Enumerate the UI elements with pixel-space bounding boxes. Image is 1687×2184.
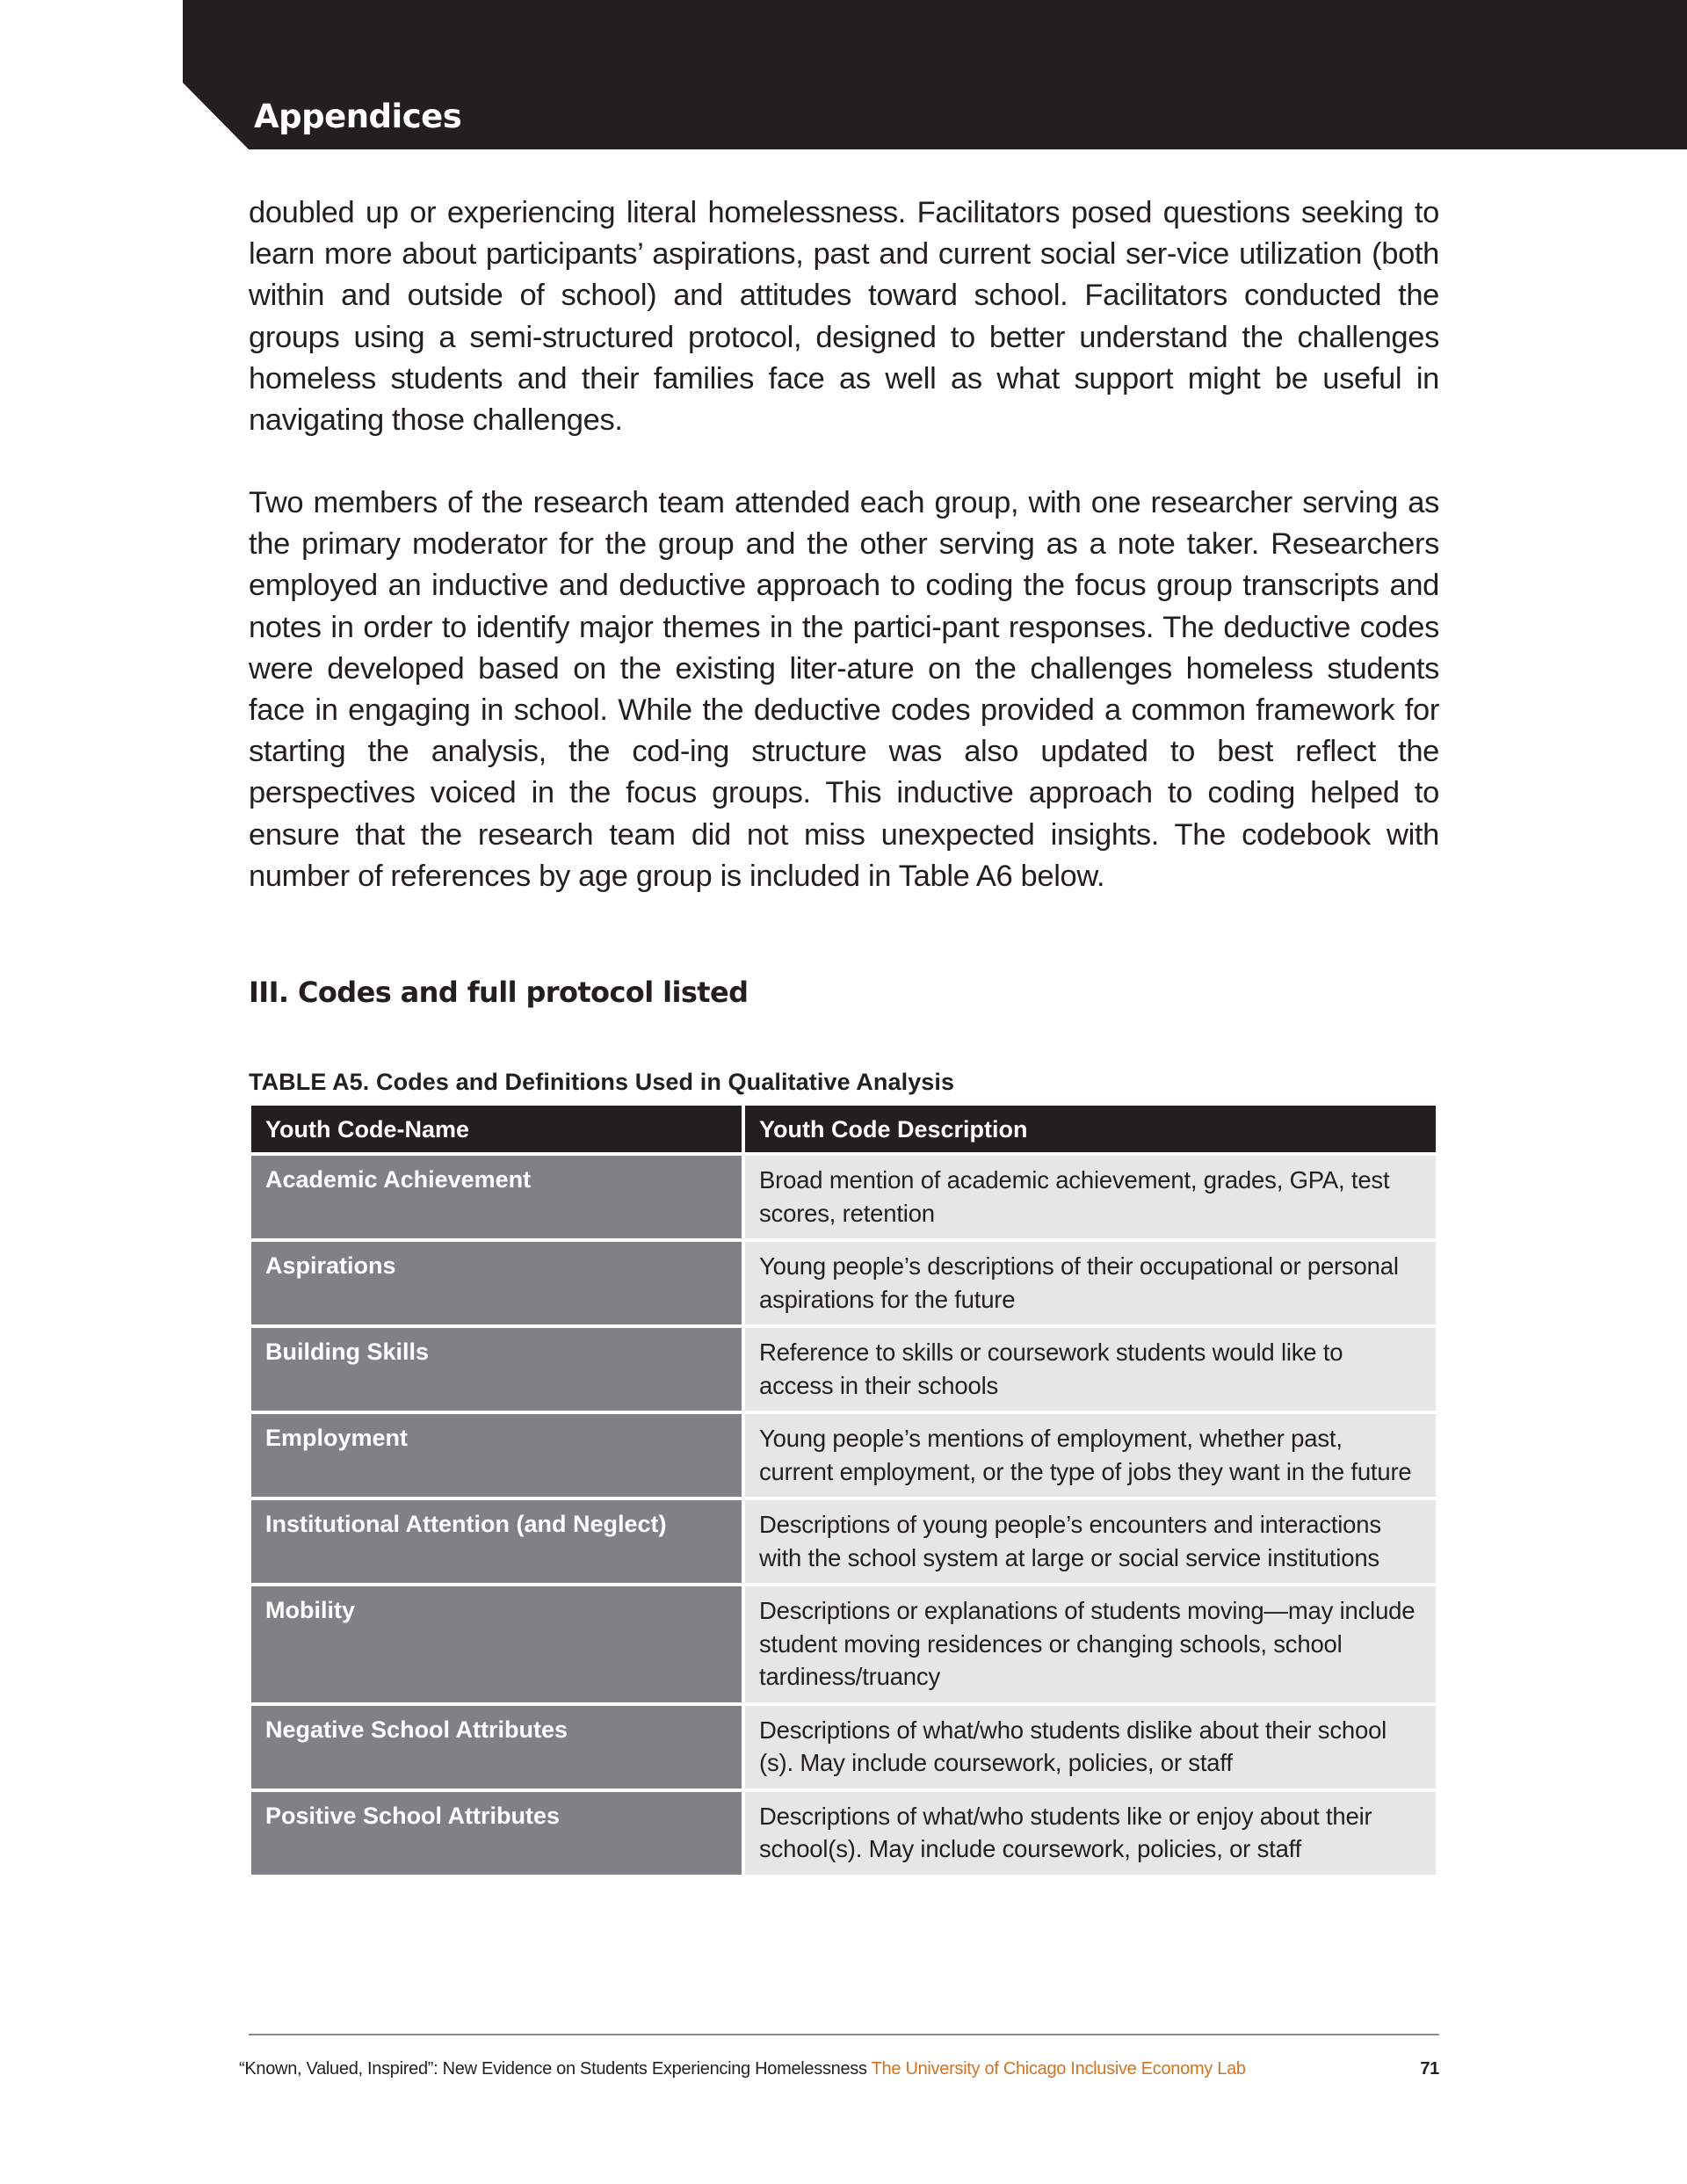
code-description-cell: Young people’s mentions of employment, whether past, current employment, or the type of jobs they want in the future <box>745 1414 1436 1497</box>
column-header-code-description: Youth Code Description <box>745 1106 1436 1152</box>
code-name-cell: Academic Achievement <box>251 1156 742 1238</box>
code-description-cell: Descriptions of what/who students like or enjoy about their school(s). May include coursework, policies, or staff <box>745 1792 1436 1875</box>
section-heading: III. Codes and full protocol listed <box>249 976 749 1009</box>
code-description-cell: Young people’s descriptions of their occupational or personal aspirations for the future <box>745 1242 1436 1324</box>
table-row <box>251 1242 1436 1324</box>
page-number: 71 <box>1420 2059 1439 2079</box>
code-description-cell: Descriptions of young people’s encounters and interactions with the school system at large or social service institutions <box>745 1500 1436 1583</box>
code-name-cell: Employment <box>251 1414 742 1497</box>
code-name-cell: Institutional Attention (and Neglect) <box>251 1500 742 1583</box>
body-paragraph: Two members of the research team attended each group, with one researcher serving as the primary moderator for the group and the other serving as a note taker. Researchers employed an inductive and deductive approach to coding the focus group transcripts and notes in order to identify major themes in the partici-pant responses. The deductive codes were developed based on the existing liter-ature on the challenges homeless students face in engaging in school. While the deductive codes provided a common framework for starting the analysis, the cod-ing structure was also updated to best reflect the perspectives voiced in the focus groups. This inductive approach to coding helped to ensure that the research team did not miss unexpected insights. The codebook with number of references by age group is included in Table A6 below. <box>249 486 1439 893</box>
table-row <box>251 1328 1436 1411</box>
table-row <box>251 1414 1436 1497</box>
code-name-cell: Positive School Attributes <box>251 1792 742 1875</box>
table-row <box>251 1706 1436 1789</box>
body-paragraph: doubled up or experiencing literal homelessness. Facilitators posed questions seeking to learn more about participants’ aspirations, past and current social ser-vice utilization (both within and outside of school) and attitudes toward school. Facilitators conducted the groups using a semi-structured protocol, designed to better understand the challenges homeless students and their families face as well as what support might be useful in navigating those challenges. <box>249 196 1439 438</box>
table-title: TABLE A5. Codes and Definitions Used in Qualitative Analysis <box>249 1069 955 1095</box>
code-name-cell: Negative School Attributes <box>251 1706 742 1789</box>
code-name-cell: Aspirations <box>251 1242 742 1324</box>
table-row <box>251 1500 1436 1583</box>
report-title: “Known, Valued, Inspired”: New Evidence on Students Experiencing Homelessness <box>239 2059 867 2079</box>
organization-name: The University of Chicago Inclusive Economy Lab <box>871 2059 1246 2079</box>
page-footer <box>239 2060 1439 2078</box>
section-title: Appendices <box>254 98 462 135</box>
table-row <box>251 1156 1436 1238</box>
code-description-cell: Reference to skills or coursework students would like to access in their schools <box>745 1328 1436 1411</box>
code-description-cell: Descriptions of what/who students dislike about their school (s). May include coursework, policies, or staff <box>745 1706 1436 1789</box>
code-description-cell: Broad mention of academic achievement, grades, GPA, test scores, retention <box>745 1156 1436 1238</box>
column-header-code-name: Youth Code-Name <box>251 1106 742 1152</box>
table-header-row <box>251 1106 1436 1152</box>
codes-table <box>251 1106 1436 1875</box>
footer-divider <box>249 2034 1439 2035</box>
code-description-cell: Descriptions or explanations of students moving—may include student moving residences or changing schools, school tardiness/truancy <box>745 1586 1436 1702</box>
code-name-cell: Building Skills <box>251 1328 742 1411</box>
code-name-cell: Mobility <box>251 1586 742 1702</box>
table-row <box>251 1792 1436 1875</box>
table-row <box>251 1586 1436 1702</box>
